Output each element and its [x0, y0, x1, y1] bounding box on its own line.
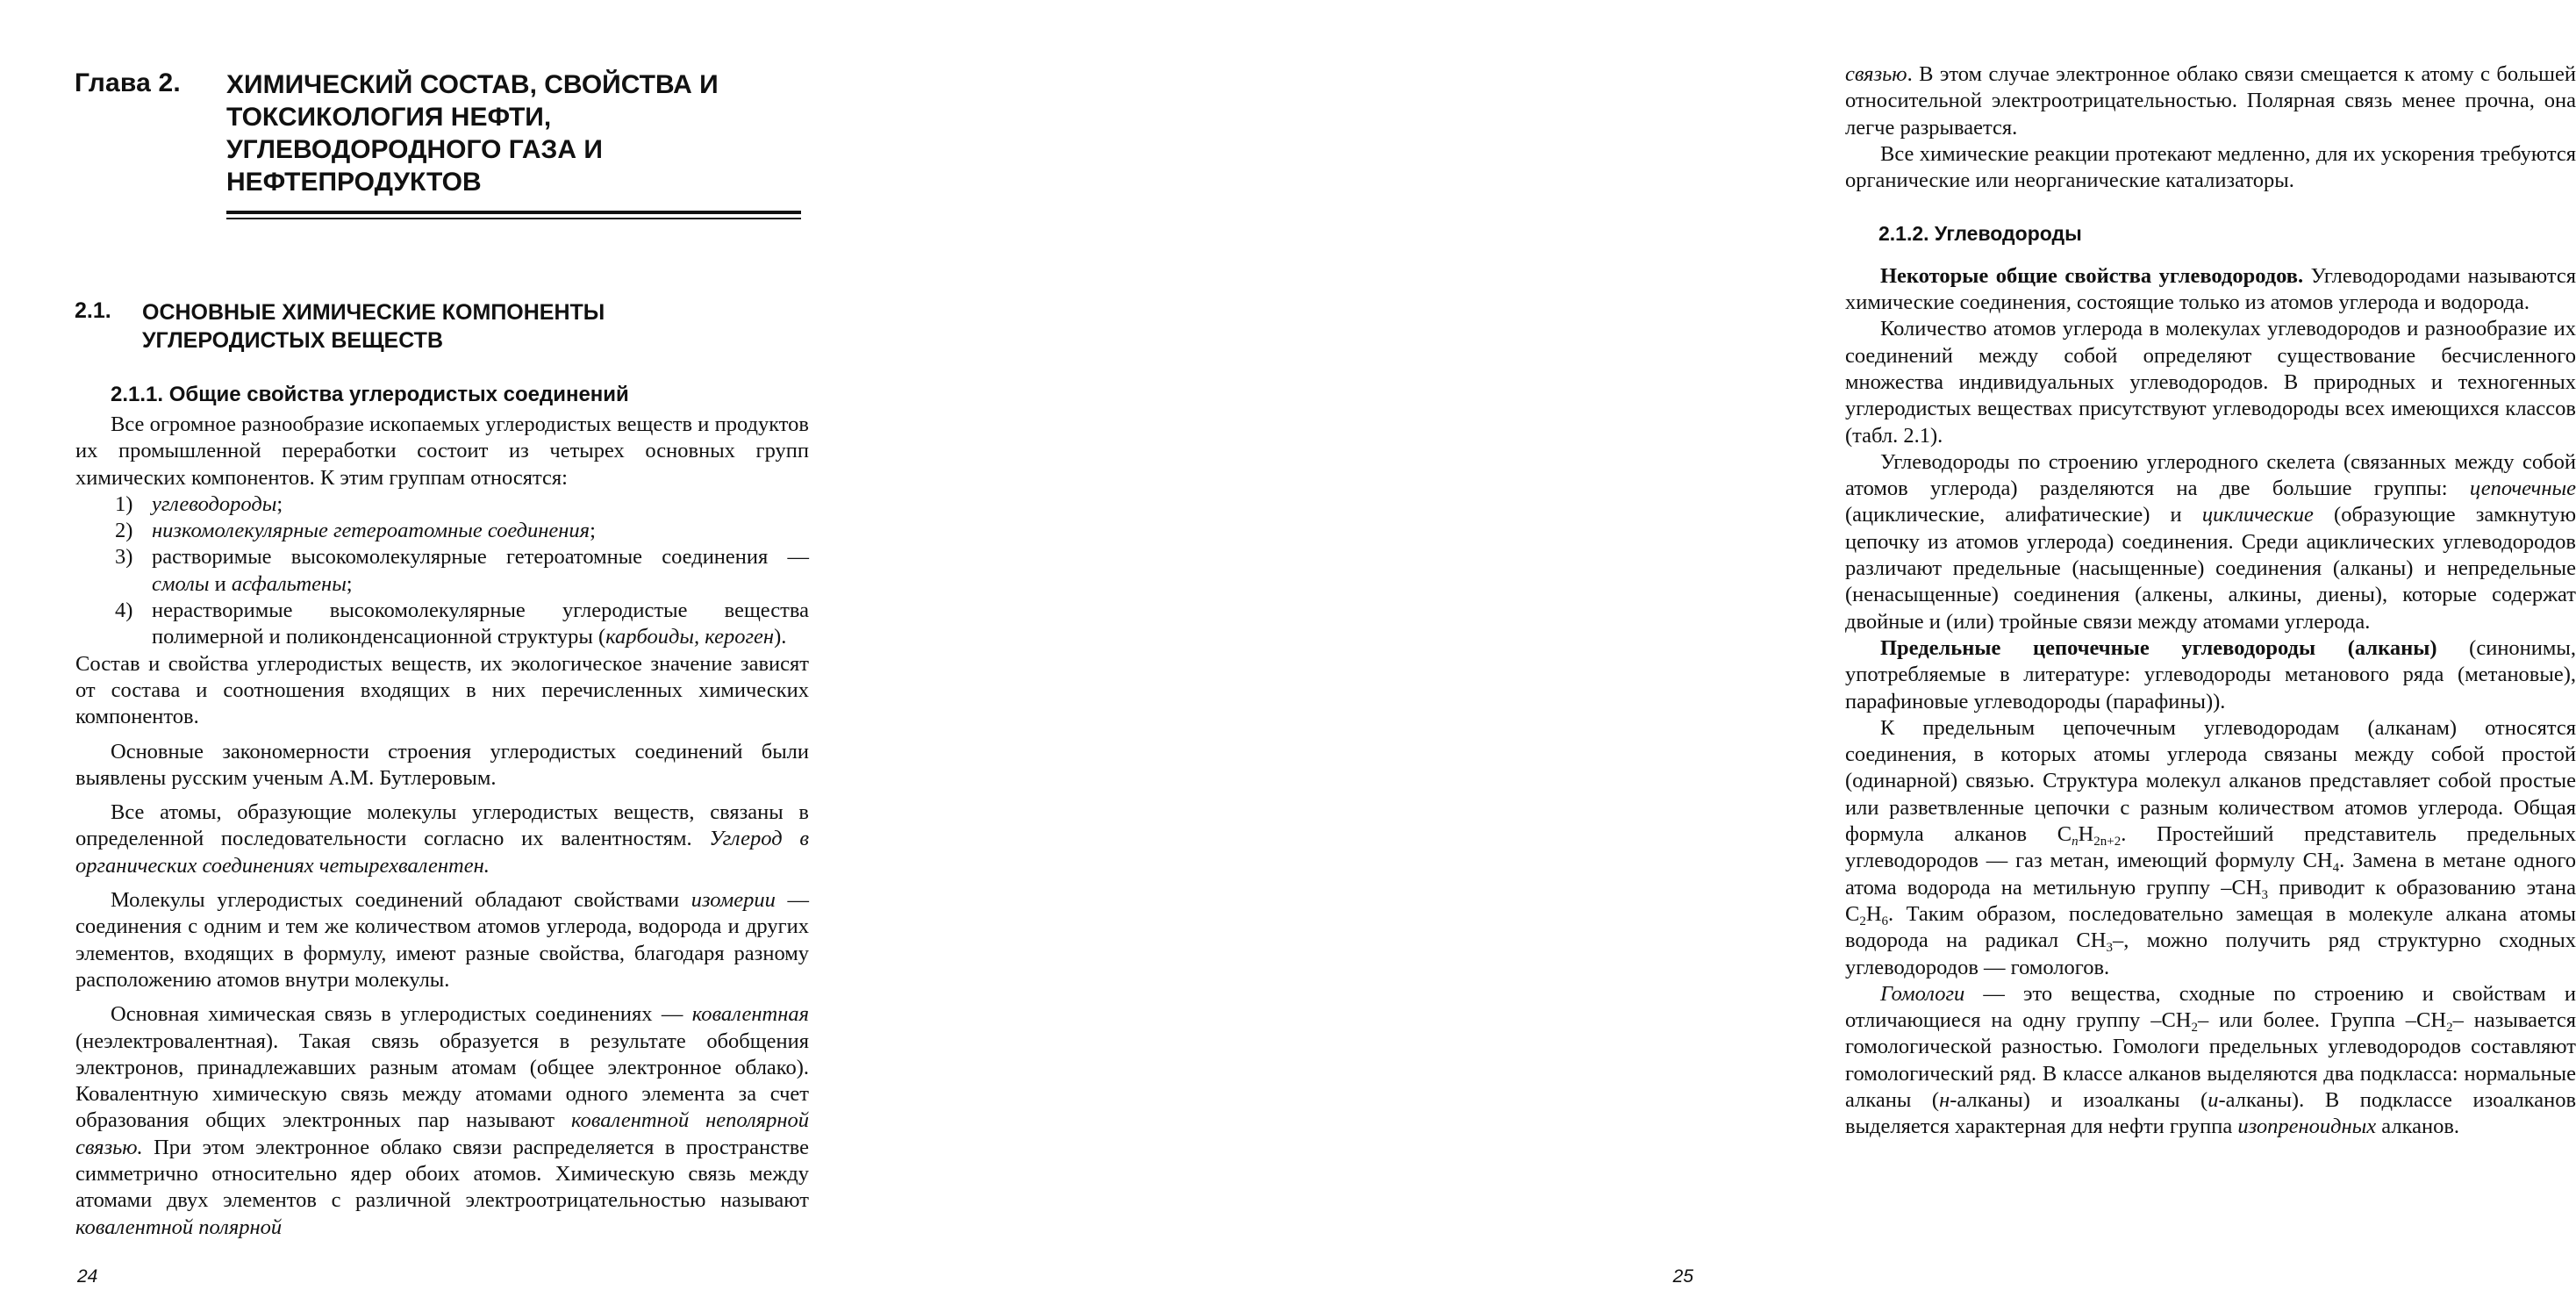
section-number: 2.1.	[75, 298, 111, 323]
page-number-left: 24	[77, 1266, 98, 1287]
components-list	[75, 491, 809, 651]
subsection-title-hydrocarbons: 2.1.2. Углеводороды	[1878, 222, 2082, 246]
right-body-text	[1845, 61, 2576, 1141]
paragraph-carbon-count: Количество атомов углерода в молекулах углеводородов и разнообразие их соединений между собой определяют существование бесчисленного множества индивидуальных углеводородов. В природных и техногенных углеродистых веществах присутствуют углеводороды всех имеющихся классов (табл. 2.1).	[1845, 317, 2576, 448]
paragraph-isomerism: Молекулы углеродистых соединений обладают свойствами изомерии — соединения с одним и тем же количеством атомов углерода, водорода и других элементов, входящих в формулу, имеют разные свойства, благодаря разному расположению атомов внутри молекулы.	[75, 888, 809, 992]
paragraph-composition: Состав и свойства углеродистых веществ, их экологическое значение зависят от состава и соотношения входящих в них перечисленных химических компонентов.	[75, 651, 809, 729]
right-page	[877, 0, 2576, 1312]
paragraph-polar-bond: связью. В этом случае электронное облако связи смещается к атому с большей относительной электроотрицательностью. Полярная связь менее прочна, она легче разрывается.	[1845, 62, 2576, 140]
paragraph-general-properties: Некоторые общие свойства углеводородов. Углеводородами называются химические соединения, состоящие только из атомов углерода и водорода.	[1845, 263, 2576, 315]
chapter-title: ХИМИЧЕСКИЙ СОСТАВ, СВОЙСТВА И ТОКСИКОЛОГИЯ НЕФТИ, УГЛЕВОДОРОДНОГО ГАЗА И НЕФТЕПРОДУКТОВ	[226, 70, 719, 197]
paragraph-atoms: Все атомы, образующие молекулы углеродистых веществ, связаны в определенной последовательности согласно их валентностям. Углерод в органических соединениях четырехвалентен.	[75, 800, 810, 878]
chapter-rule-thin	[226, 218, 801, 219]
paragraph-intro: Все огромное разнообразие ископаемых углеродистых веществ и продуктов их промышленной переработки состоит из четырех основных групп химических компонентов. К этим группам относятся:	[75, 412, 809, 490]
paragraph-butlerov: Основные закономерности строения углеродистых соединений были выявлены русским ученым А.М. Бутлеровым.	[75, 739, 809, 790]
list-item: 1) углеводороды;	[115, 491, 283, 516]
section-title: ОСНОВНЫЕ ХИМИЧЕСКИЕ КОМПОНЕНТЫ УГЛЕРОДИСТЫХ ВЕЩЕСТВ	[142, 300, 605, 353]
subsection-title: 2.1.1. Общие свойства углеродистых соединений	[111, 383, 629, 406]
list-item: 4) нерастворимые высокомолекулярные углеродистые вещества полимерной и поликонденсационной структуры (карбоиды, кероген).	[115, 599, 809, 649]
chapter-label: Глава 2.	[75, 68, 181, 97]
left-page	[0, 0, 877, 1312]
list-item: 2) низкомолекулярные гетероатомные соединения;	[115, 519, 596, 543]
paragraph-groups: Углеводороды по строению углеродного скелета (связанных между собой атомов углерода) разделяются на две большие группы: цепочечные (ациклические, алифатические) и циклические (образующие замкнутую цепочку из атомов углерода) соединения. Среди ациклических углеводородов различают предельные (насыщенные) соединения (алканы) и непредельные (ненасыщенные) соединения (алкены, алкины, диены), которые содержат двойные и (или) тройные связи между атомами углерода.	[1845, 449, 2576, 634]
paragraph-catalysts: Все химические реакции протекают медленно, для их ускорения требуются органические или неорганические катализаторы.	[1845, 141, 2576, 193]
paragraph-covalent-bond: Основная химическая связь в углеродистых соединениях — ковалентная (неэлектровалентная). Такая связь образуется в результате обобщения электронов, принадлежавших разным атомам (общее электронное облако). Ковалентную химическую связь между атомами одного элемента за счет образования общих электронных пар называют ковалентной неполярной связью. При этом электронное облако связи распределяется в пространстве симметрично относительно ядер обоих атомов. Химическую связь между атомами двух элементов с различной электроотрицательностью называют ковалентной полярной	[75, 1002, 809, 1239]
paragraph-alkane-structure: К предельным цепочечным углеводородам (алканам) относятся соединения, в которых атомы углерода связаны между собой простой (одинарной) связью. Структура молекул алканов представляет собой простые или разветвленные цепочки с разным количеством атомов углерода. Общая формула алканов $C_nH_{2n+2}$. Простейший представитель предельных углеводородов — газ метан, имеющий формулу $CH_4$. Замена в метане одного атома водорода на метильную группу $-CH_3$ приводит к образованию этана $C_2H_6$. Таким образом, последовательно замещая в молекуле алкана атомы водорода на радикал $CH_3-$, можно получить ряд структурно сходных углеводородов — гомологов.	[1845, 715, 2576, 979]
left-body-text	[75, 412, 809, 1241]
chapter-rule-thick	[226, 211, 801, 214]
list-item: 3) растворимые высокомолекулярные гетероатомные соединения — смолы и асфальтены;	[115, 545, 809, 596]
paragraph-homologs: Гомологи — это вещества, сходные по строению и свойствам и отличающиеся на одну группу $-CH_2-$ или более. Группа $-CH_2-$ называется гомологической разностью. Гомологи предельных углеводородов составляют гомологический ряд. В классе алканов выделяются два подкласса: нормальные алканы (н-алканы) и изоалканы (и-алканы). В подклассе изоалканов выделяется характерная для нефти группа изопреноидных алканов.	[1845, 981, 2576, 1139]
paragraph-alkanes: Предельные цепочечные углеводороды (алканы) (синонимы, употребляемые в литературе: углеводороды метанового ряда (метановые), парафиновые углеводороды (парафины)).	[1845, 635, 2576, 713]
page-number-right: 25	[1672, 1266, 1693, 1287]
